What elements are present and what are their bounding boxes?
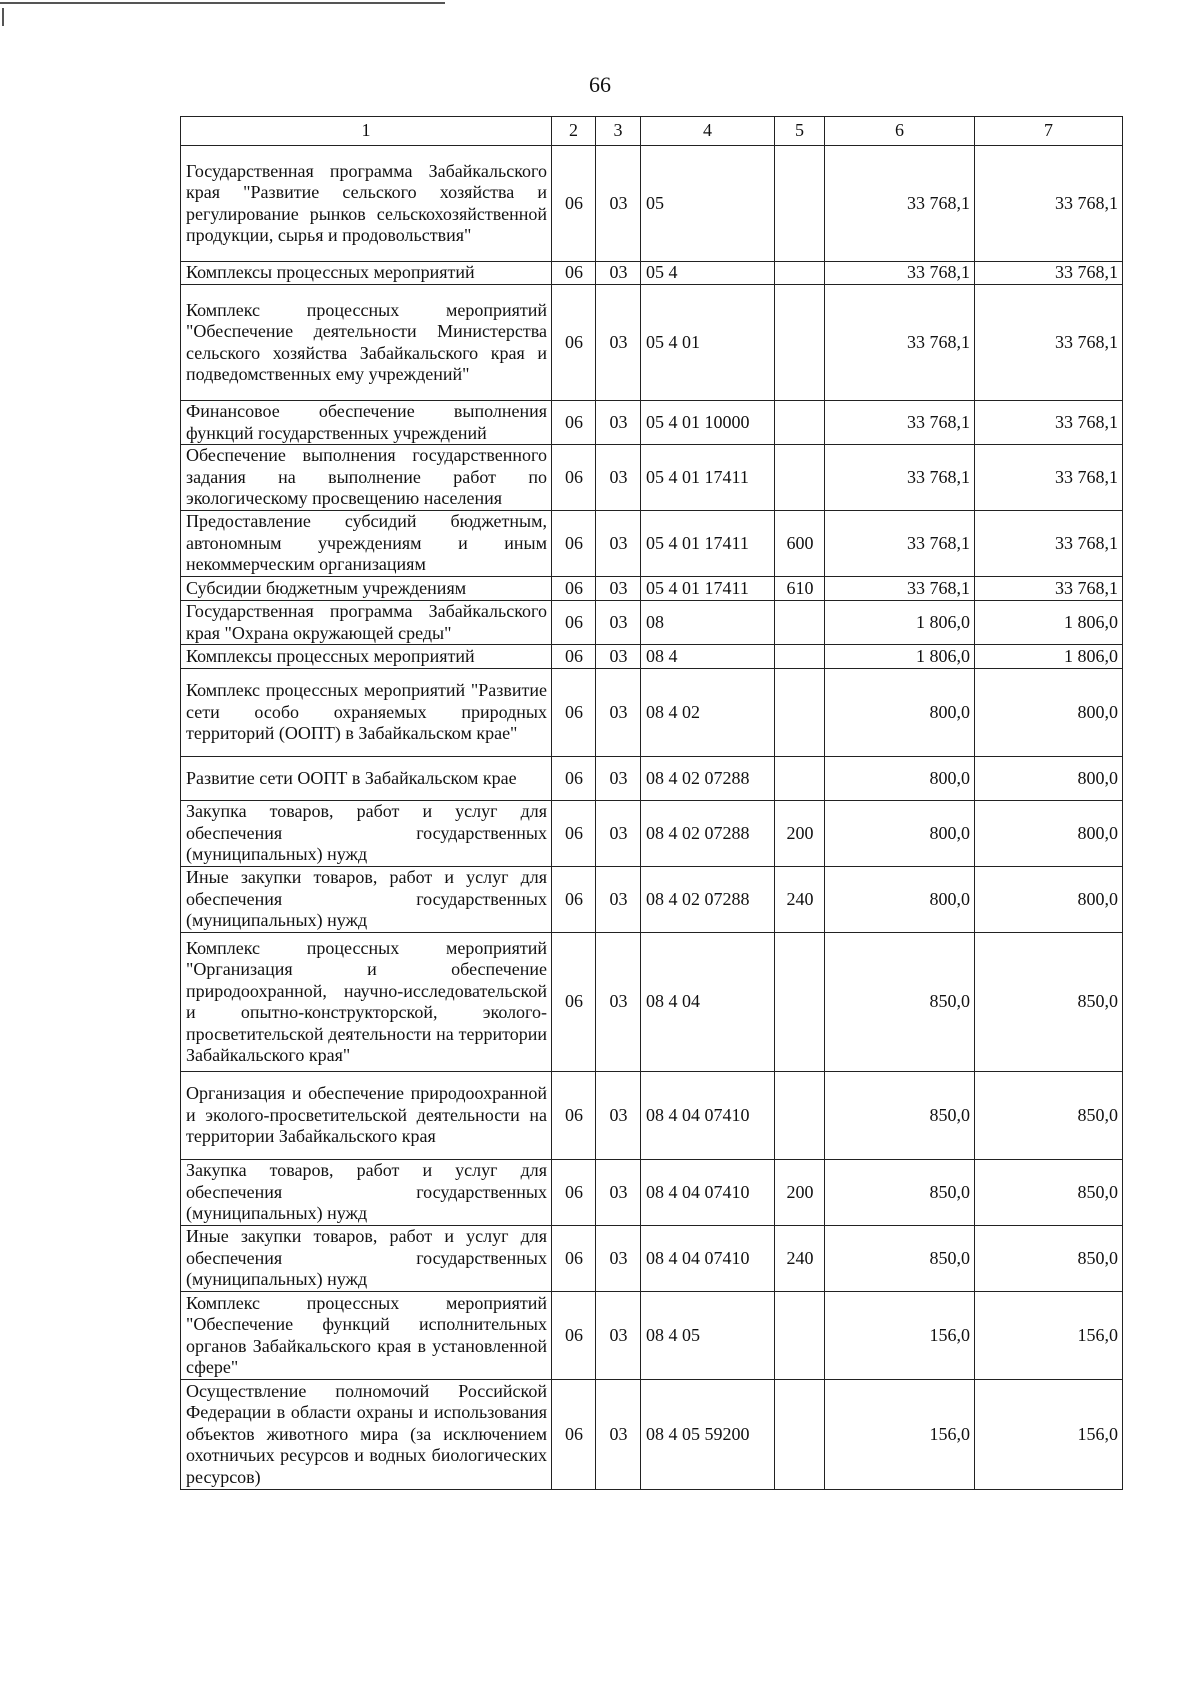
row-cell-c3: 03 (596, 801, 641, 867)
row-cell-c2: 06 (552, 1226, 596, 1292)
table-row (181, 1292, 1123, 1380)
row-cell-c4: 08 4 04 07410 (641, 1160, 775, 1226)
row-name-cell: Комплекс процессных мероприятий "Организация и обеспечение природоохранной, научно-исследовательской и опытно-конструкторской, эколого-просветительской деятельности на территории Забайкальского края" (181, 933, 552, 1072)
row-cell-c7: 1 806,0 (975, 601, 1123, 645)
row-cell-c3: 03 (596, 669, 641, 757)
table-row (181, 511, 1123, 577)
row-cell-c2: 06 (552, 285, 596, 401)
row-name-cell: Комплекс процессных мероприятий "Развитие сети особо охраняемых природных территорий (ООПТ) в Забайкальском крае" (181, 669, 552, 757)
row-cell-c3: 03 (596, 933, 641, 1072)
row-name-cell: Комплекс процессных мероприятий "Обеспечение деятельности Министерства сельского хозяйства Забайкальского края и подведомственных ему учреждений" (181, 285, 552, 401)
row-name-cell: Государственная программа Забайкальского края "Охрана окружающей среды" (181, 601, 552, 645)
table-row (181, 1380, 1123, 1490)
row-cell-c6: 156,0 (825, 1292, 975, 1380)
row-cell-c6: 33 768,1 (825, 146, 975, 262)
row-cell-c4: 05 4 01 (641, 285, 775, 401)
row-name-cell: Иные закупки товаров, работ и услуг для обеспечения государственных (муниципальных) нужд (181, 1226, 552, 1292)
table-row (181, 933, 1123, 1072)
row-cell-c6: 33 768,1 (825, 401, 975, 445)
header-cell: 3 (596, 117, 641, 146)
row-cell-c7: 33 768,1 (975, 445, 1123, 511)
row-name-cell: Комплекс процессных мероприятий "Обеспечение функций исполнительных органов Забайкальского края в установленной сфере" (181, 1292, 552, 1380)
row-cell-c5 (775, 1072, 825, 1160)
row-cell-c3: 03 (596, 401, 641, 445)
row-cell-c4: 08 4 02 07288 (641, 801, 775, 867)
table-row (181, 601, 1123, 645)
row-cell-c7: 156,0 (975, 1380, 1123, 1490)
row-cell-c6: 33 768,1 (825, 511, 975, 577)
row-name-cell: Государственная программа Забайкальского края "Развитие сельского хозяйства и регулирование рынков сельскохозяйственной продукции, сырья и продовольствия" (181, 146, 552, 262)
row-cell-c3: 03 (596, 867, 641, 933)
table-row (181, 645, 1123, 669)
row-cell-c4: 08 4 02 (641, 669, 775, 757)
row-cell-c7: 33 768,1 (975, 262, 1123, 285)
row-cell-c6: 800,0 (825, 801, 975, 867)
row-cell-c2: 06 (552, 1380, 596, 1490)
row-cell-c2: 06 (552, 933, 596, 1072)
row-cell-c6: 800,0 (825, 757, 975, 801)
row-cell-c2: 06 (552, 1072, 596, 1160)
row-cell-c3: 03 (596, 511, 641, 577)
row-name-cell: Комплексы процессных мероприятий (181, 262, 552, 285)
row-cell-c3: 03 (596, 645, 641, 669)
table-row (181, 146, 1123, 262)
header-cell: 7 (975, 117, 1123, 146)
row-name-cell: Финансовое обеспечение выполнения функций государственных учреждений (181, 401, 552, 445)
row-cell-c6: 33 768,1 (825, 445, 975, 511)
row-cell-c4: 08 4 (641, 645, 775, 669)
row-name-cell: Субсидии бюджетным учреждениям (181, 577, 552, 601)
header-cell: 4 (641, 117, 775, 146)
row-name-cell: Обеспечение выполнения государственного задания на выполнение работ по экологическому просвещению населения (181, 445, 552, 511)
table-row (181, 262, 1123, 285)
table-row (181, 1160, 1123, 1226)
table-row (181, 669, 1123, 757)
header-cell: 2 (552, 117, 596, 146)
row-cell-c5 (775, 601, 825, 645)
table-row (181, 867, 1123, 933)
row-cell-c3: 03 (596, 757, 641, 801)
row-cell-c4: 05 4 01 17411 (641, 511, 775, 577)
row-cell-c3: 03 (596, 285, 641, 401)
row-cell-c5 (775, 146, 825, 262)
row-cell-c6: 850,0 (825, 1160, 975, 1226)
row-cell-c2: 06 (552, 1160, 596, 1226)
row-cell-c5 (775, 1380, 825, 1490)
row-cell-c5 (775, 645, 825, 669)
row-cell-c3: 03 (596, 1160, 641, 1226)
row-cell-c5 (775, 669, 825, 757)
row-cell-c4: 08 4 05 59200 (641, 1380, 775, 1490)
row-cell-c7: 800,0 (975, 801, 1123, 867)
budget-table (180, 116, 1123, 1490)
row-cell-c4: 05 4 (641, 262, 775, 285)
table-row (181, 757, 1123, 801)
table-row (181, 577, 1123, 601)
row-cell-c3: 03 (596, 1380, 641, 1490)
row-cell-c5: 200 (775, 801, 825, 867)
row-cell-c5: 610 (775, 577, 825, 601)
row-cell-c2: 06 (552, 445, 596, 511)
table-header-row (181, 117, 1123, 146)
scan-edge-mark (2, 8, 4, 26)
row-cell-c2: 06 (552, 645, 596, 669)
row-cell-c6: 800,0 (825, 669, 975, 757)
row-cell-c6: 850,0 (825, 933, 975, 1072)
scan-edge-line (0, 2, 445, 4)
row-cell-c4: 08 4 02 07288 (641, 867, 775, 933)
row-cell-c5 (775, 262, 825, 285)
row-cell-c6: 33 768,1 (825, 285, 975, 401)
row-cell-c4: 08 (641, 601, 775, 645)
row-cell-c5: 200 (775, 1160, 825, 1226)
row-cell-c7: 156,0 (975, 1292, 1123, 1380)
row-cell-c4: 08 4 02 07288 (641, 757, 775, 801)
row-name-cell: Предоставление субсидий бюджетным, автономным учреждениям и иным некоммерческим организациям (181, 511, 552, 577)
row-cell-c4: 08 4 04 07410 (641, 1226, 775, 1292)
page-number: 66 (589, 72, 611, 97)
row-cell-c2: 06 (552, 146, 596, 262)
row-name-cell: Закупка товаров, работ и услуг для обеспечения государственных (муниципальных) нужд (181, 801, 552, 867)
row-cell-c2: 06 (552, 867, 596, 933)
row-cell-c6: 33 768,1 (825, 262, 975, 285)
row-cell-c2: 06 (552, 601, 596, 645)
row-cell-c5 (775, 1292, 825, 1380)
row-cell-c3: 03 (596, 262, 641, 285)
row-cell-c6: 1 806,0 (825, 645, 975, 669)
table-row (181, 801, 1123, 867)
row-cell-c5: 240 (775, 867, 825, 933)
table-row (181, 1226, 1123, 1292)
row-cell-c5 (775, 285, 825, 401)
row-cell-c6: 850,0 (825, 1072, 975, 1160)
row-cell-c2: 06 (552, 1292, 596, 1380)
table-row (181, 401, 1123, 445)
row-cell-c7: 850,0 (975, 933, 1123, 1072)
row-name-cell: Развитие сети ООПТ в Забайкальском крае (181, 757, 552, 801)
row-name-cell: Закупка товаров, работ и услуг для обеспечения государственных (муниципальных) нужд (181, 1160, 552, 1226)
row-cell-c7: 33 768,1 (975, 146, 1123, 262)
row-name-cell: Осуществление полномочий Российской Федерации в области охраны и использования объектов животного мира (за исключением охотничьих ресурсов и водных биологических ресурсов) (181, 1380, 552, 1490)
row-cell-c3: 03 (596, 1226, 641, 1292)
row-cell-c7: 800,0 (975, 867, 1123, 933)
row-name-cell: Комплексы процессных мероприятий (181, 645, 552, 669)
row-cell-c2: 06 (552, 577, 596, 601)
row-cell-c7: 850,0 (975, 1226, 1123, 1292)
row-cell-c5: 600 (775, 511, 825, 577)
row-cell-c3: 03 (596, 601, 641, 645)
row-cell-c2: 06 (552, 401, 596, 445)
row-cell-c5: 240 (775, 1226, 825, 1292)
row-cell-c6: 33 768,1 (825, 577, 975, 601)
row-cell-c5 (775, 401, 825, 445)
row-cell-c7: 850,0 (975, 1160, 1123, 1226)
row-cell-c4: 05 4 01 10000 (641, 401, 775, 445)
row-name-cell: Иные закупки товаров, работ и услуг для обеспечения государственных (муниципальных) нужд (181, 867, 552, 933)
row-cell-c5 (775, 757, 825, 801)
row-name-cell: Организация и обеспечение природоохранной и эколого-просветительской деятельности на территории Забайкальского края (181, 1072, 552, 1160)
row-cell-c2: 06 (552, 757, 596, 801)
row-cell-c6: 800,0 (825, 867, 975, 933)
row-cell-c5 (775, 933, 825, 1072)
row-cell-c2: 06 (552, 801, 596, 867)
row-cell-c6: 850,0 (825, 1226, 975, 1292)
row-cell-c4: 08 4 05 (641, 1292, 775, 1380)
row-cell-c4: 08 4 04 (641, 933, 775, 1072)
row-cell-c3: 03 (596, 445, 641, 511)
row-cell-c7: 800,0 (975, 757, 1123, 801)
table-row (181, 1072, 1123, 1160)
header-cell: 1 (181, 117, 552, 146)
row-cell-c7: 33 768,1 (975, 577, 1123, 601)
row-cell-c7: 850,0 (975, 1072, 1123, 1160)
row-cell-c4: 05 4 01 17411 (641, 577, 775, 601)
row-cell-c7: 800,0 (975, 669, 1123, 757)
row-cell-c5 (775, 445, 825, 511)
row-cell-c3: 03 (596, 146, 641, 262)
header-cell: 6 (825, 117, 975, 146)
row-cell-c3: 03 (596, 577, 641, 601)
row-cell-c4: 08 4 04 07410 (641, 1072, 775, 1160)
header-cell: 5 (775, 117, 825, 146)
row-cell-c6: 156,0 (825, 1380, 975, 1490)
row-cell-c7: 33 768,1 (975, 285, 1123, 401)
table-row (181, 445, 1123, 511)
row-cell-c2: 06 (552, 511, 596, 577)
table-row (181, 285, 1123, 401)
row-cell-c2: 06 (552, 262, 596, 285)
row-cell-c4: 05 4 01 17411 (641, 445, 775, 511)
row-cell-c7: 1 806,0 (975, 645, 1123, 669)
row-cell-c7: 33 768,1 (975, 401, 1123, 445)
row-cell-c7: 33 768,1 (975, 511, 1123, 577)
row-cell-c6: 1 806,0 (825, 601, 975, 645)
row-cell-c4: 05 (641, 146, 775, 262)
row-cell-c3: 03 (596, 1072, 641, 1160)
row-cell-c2: 06 (552, 669, 596, 757)
row-cell-c3: 03 (596, 1292, 641, 1380)
